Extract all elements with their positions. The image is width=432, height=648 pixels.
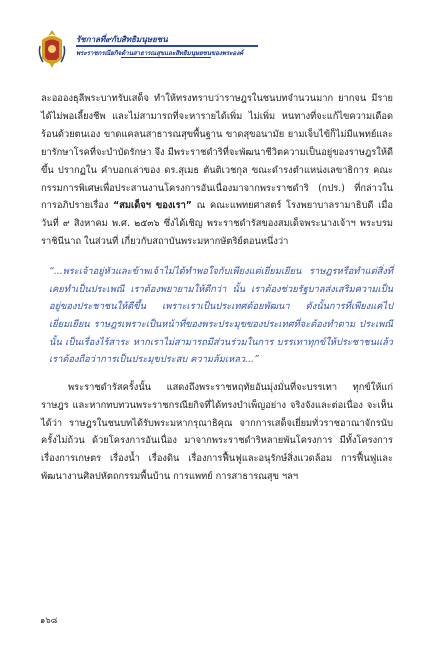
royal-speech-quote: “...พระเจ้าอยู่หัวและข้าพเจ้าไม่ได้ทำพอใจกับเพียงแต่เยี่ยมเยียน ราษฎรหรือทำแต่สิ่งที่เคยทำเป็นประเพณี เราต้องพยายามให้ดีกว่า นั้น เราต้องช่วยรัฐบาลส่งเสริมความเป็นอยู่ของประชาชนให้ดีขึ้น เพราะเราเป็นประเทศด้อยพัฒนา ดังนั้นการที่เพียงแค่ไปเยี่ยมเยียน ราษฎรเพราะเป็นหน้าที่ของพระประมุขของประเทศที่จะต้องทำตาม ประเพณีนั้น เป็นเรื่องไร้สาระ หากเราไม่สามารถมีส่วนร่วมในการ บรรเทาทุกข์ให้ประชาชนแล้ว เราต้องถือว่าการเป็นประมุขประสบ ความล้มเหลว...” bbox=[49, 266, 393, 366]
header-subtitle-pre: พระราชกรณียกิจ bbox=[76, 50, 122, 57]
paragraph-1-end: ณ คณะแพทยศาสตร์ โรงพยาบาลรามาธิบดี เมื่อวันที่ ๙ สิงหาคม พ.ศ. ๒๕๓๖ ซึ่งได้เชิญ พระราชดำรัสของสมเด็จพระนางเจ้าฯ พระบรมราชินีนาถ ในส่วนที่ เกี่ยวกับสถาบันพระมหากษัตริย์ตอนหนึ่งว่า bbox=[41, 200, 393, 248]
paragraph-2: พระราชดำรัสครั้งนั้น แสดงถึงพระราชหฤทัยอันมุ่งมั่นที่จะบรรเทา ทุกข์ให้แก่ราษฎร และหากทบทวนพระราชกรณียกิจที่ได้ทรงบำเพ็ญอย่าง จริงจังและต่อเนื่อง จะเห็นได้ว่า ราษฎรในชนบทได้รับพระมหากรุณาธิคุณ จากการเสด็จเยี่ยมทั่วราชอาณาจักรนับครั้งไม่ถ้วน ด้วยโครงการอันเนื่อง มาจากพระราชดำริหลายพันโครงการ มีทั้งโครงการเรื่องการเกษตร เรื่องน้ำ เรื่องดิน เรื่องการฟื้นฟูและอนุรักษ์สิ่งแวดล้อม การฟื้นฟูและ พัฒนางานศิลปหัตถกรรมพื้นบ้าน การแพทย์ การสาธารณสุข ฯลฯ bbox=[41, 381, 393, 483]
paragraph-1 bbox=[41, 90, 393, 251]
lecture-title: “สมเด็จฯ ของเรา” bbox=[113, 200, 192, 212]
header-title: รัชกาลที่๙กับสิทธิมนุษยชน bbox=[76, 35, 168, 44]
body-text bbox=[41, 90, 393, 486]
royal-emblem-icon bbox=[36, 28, 68, 72]
header-subtitle-underlined: ด้านสาธารณสุขและสิทธิมนุษยชน bbox=[121, 50, 211, 57]
page-header bbox=[0, 0, 432, 84]
paragraph-1-text: ละออองธุลีพระบาทรับเสด็จ ทำให้ทรงทราบว่าราษฎรในชนบทจำนวนมาก ยากจน มีรายได้ไม่พอเลี้ยงชีพ และไม่สามารถที่จะหารายได้เพิ่ม ไม่เพิ่ม หนทางที่จะแก้ไขความเดือดร้อนด้วยตนเอง ขาดแคลนสาธารณสุขพื้นฐาน ขาดสุขอนามัย ยามเจ็บไข้ก็ไม่มีแพทย์และยารักษาโรคที่จะบำบัดรักษา จึง มีพระราชดำริที่จะพัฒนาชีวิตความเป็นอยู่ของราษฎรให้ดีขึ้น ปรากฏใน คำบอกเล่าของ ดร.สุเมธ ตันติเวชกุล ขณะดำรงตำแหน่งเลขาธิการ คณะกรรมการพิเศษเพื่อประสานงานโครงการอันเนื่องมาจากพระราชดำริ (กปร.) ที่กล่าวในการอภิปรายเรื่อง bbox=[41, 93, 393, 212]
header-subtitle-post: ของพระองค์ bbox=[210, 50, 244, 57]
header-rule bbox=[76, 45, 258, 47]
page-number: ๑๖๘ bbox=[40, 616, 58, 626]
header-subtitle bbox=[76, 48, 243, 58]
